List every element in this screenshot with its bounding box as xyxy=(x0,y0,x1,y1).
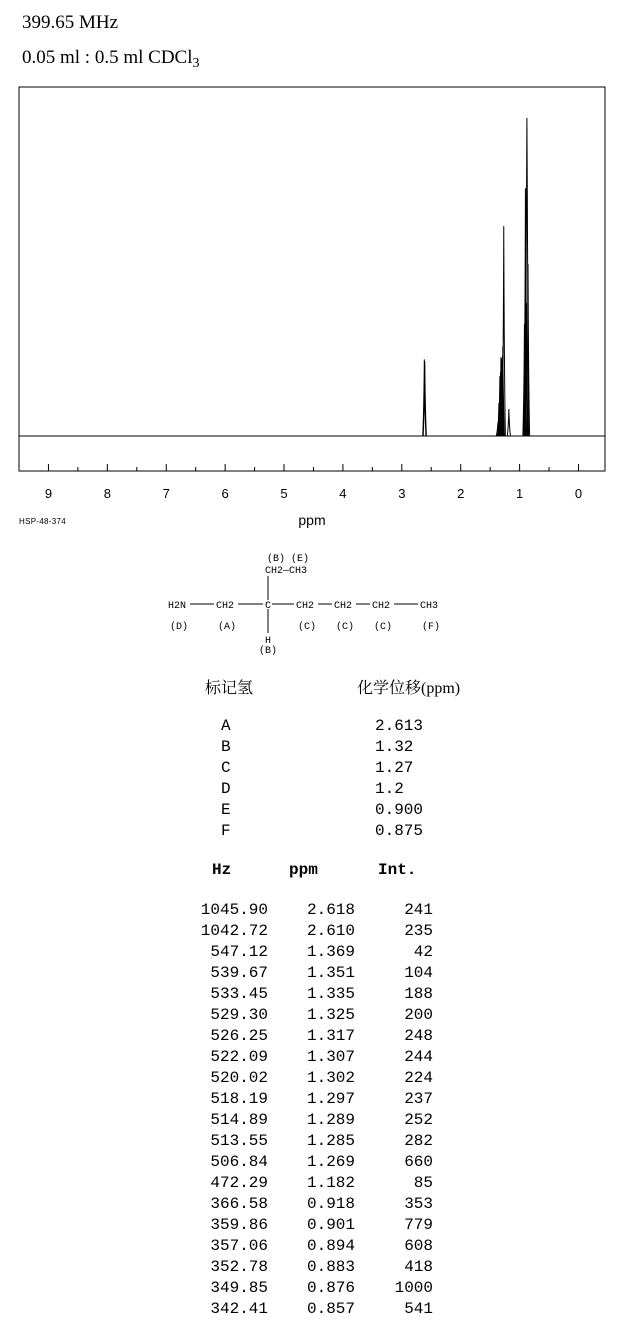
assignment-shift: 1.2 xyxy=(375,780,404,798)
peak-ppm: 1.289 xyxy=(306,1111,355,1129)
peak-ppm: 0.876 xyxy=(306,1279,355,1297)
spectrum-code: HSP-48-374 xyxy=(19,517,67,526)
peak-hz: 357.06 xyxy=(210,1237,268,1255)
nmr-spectrum-chart xyxy=(0,0,626,540)
peak-ppm: 1.335 xyxy=(306,985,355,1003)
peak-hz: 1045.90 xyxy=(200,901,268,919)
peak-int: 104 xyxy=(404,964,433,982)
peak-ppm: 2.618 xyxy=(306,901,355,919)
peak-ppm: 1.317 xyxy=(306,1027,355,1045)
peak-ppm: 0.901 xyxy=(306,1216,355,1234)
peak-hz: 518.19 xyxy=(210,1090,268,1108)
peak-int: 779 xyxy=(404,1216,433,1234)
x-tick-label: 5 xyxy=(280,486,288,501)
assignment-label: F xyxy=(221,822,231,840)
structure-label-d: (D) xyxy=(170,622,189,633)
peak-int: 1000 xyxy=(394,1279,433,1297)
peak-int: 235 xyxy=(404,922,433,940)
peak-hz: 506.84 xyxy=(210,1153,268,1171)
assignment-shift: 0.875 xyxy=(375,822,424,840)
x-tick-label: 3 xyxy=(398,486,406,501)
peak-table-header-ppm: ppm xyxy=(289,861,318,879)
assignment-label: A xyxy=(221,717,231,735)
peak-int: 353 xyxy=(404,1195,433,1213)
x-tick-label: 1 xyxy=(515,486,524,501)
peak-ppm: 1.182 xyxy=(306,1174,355,1192)
peak-int: 252 xyxy=(404,1111,433,1129)
structure-atom-h: H xyxy=(265,636,272,647)
peak-int: 248 xyxy=(404,1027,433,1045)
x-tick-label: 2 xyxy=(457,486,465,501)
peak-ppm: 2.610 xyxy=(306,922,355,940)
peak-hz: 513.55 xyxy=(210,1132,268,1150)
plot-frame xyxy=(19,87,605,471)
x-tick-label: 7 xyxy=(162,486,170,501)
peak-hz: 342.41 xyxy=(210,1300,268,1318)
peak-ppm: 1.325 xyxy=(306,1006,355,1024)
peak-int: 188 xyxy=(404,985,433,1003)
peak-ppm: 1.351 xyxy=(306,964,355,982)
structure-label-c3: (C) xyxy=(374,622,393,633)
spectrometer-frequency: 399.65 MHz xyxy=(22,12,119,33)
peak-ppm: 0.883 xyxy=(306,1258,355,1276)
structure-top-labels: (B) (E) xyxy=(267,554,310,565)
structure-top-chain: CH2—CH3 xyxy=(265,566,308,577)
peak-hz: 514.89 xyxy=(210,1111,268,1129)
peak-ppm: 0.894 xyxy=(306,1237,355,1255)
assignment-label: E xyxy=(221,801,231,819)
peak-hz: 539.67 xyxy=(210,964,268,982)
peak-hz: 533.45 xyxy=(210,985,268,1003)
x-tick-label: 4 xyxy=(339,486,347,501)
structure-atom-ch3-f: CH3 xyxy=(420,601,439,612)
peak-hz: 472.29 xyxy=(210,1174,268,1192)
peak-int: 541 xyxy=(404,1300,433,1318)
solvent-subscript: 3 xyxy=(192,56,200,71)
solvent-text: 0.05 ml : 0.5 ml CDCl xyxy=(22,47,193,68)
x-tick-label: 9 xyxy=(44,486,53,501)
structure-atom-ch2-c3: CH2 xyxy=(372,601,391,612)
structure-atom-nh2: H2N xyxy=(168,601,187,612)
peak-ppm: 1.285 xyxy=(306,1132,355,1150)
peak-hz: 529.30 xyxy=(210,1006,268,1024)
peak-ppm: 1.297 xyxy=(306,1090,355,1108)
peak-int: 608 xyxy=(404,1237,433,1255)
structure-label-c1: (C) xyxy=(298,622,317,633)
assignment-header-label: 标记氢 xyxy=(205,680,254,697)
peak-int: 418 xyxy=(404,1258,433,1276)
peak-hz: 352.78 xyxy=(210,1258,268,1276)
peak-int: 200 xyxy=(404,1006,433,1024)
x-axis-label: ppm xyxy=(298,512,326,528)
assignment-label: C xyxy=(221,759,231,777)
peak-table-header-int: Int. xyxy=(378,861,417,879)
peak-ppm: 1.302 xyxy=(306,1069,355,1087)
assignment-label: B xyxy=(221,738,231,756)
spectrum-peaks xyxy=(423,118,530,436)
peak-int: 244 xyxy=(404,1048,433,1066)
peak-int: 42 xyxy=(413,943,433,961)
assignment-shift: 2.613 xyxy=(375,717,424,735)
peak-ppm: 0.857 xyxy=(306,1300,355,1318)
peak-ppm: 1.369 xyxy=(306,943,355,961)
peak-hz: 359.86 xyxy=(210,1216,268,1234)
peak-int: 241 xyxy=(404,901,433,919)
peak-int: 224 xyxy=(404,1069,433,1087)
x-tick-label: 6 xyxy=(221,486,229,501)
peak-int: 85 xyxy=(413,1174,433,1192)
peak-hz: 1042.72 xyxy=(200,922,268,940)
structure-atom-ch2-a: CH2 xyxy=(216,601,235,612)
peak-ppm: 1.269 xyxy=(306,1153,355,1171)
structure-atom-ch2-c2: CH2 xyxy=(334,601,353,612)
structure-label-f: (F) xyxy=(422,622,441,633)
assignment-label: D xyxy=(221,780,231,798)
peak-hz: 522.09 xyxy=(210,1048,268,1066)
assignment-shift: 1.32 xyxy=(375,738,414,756)
spectrum-peak xyxy=(507,409,510,436)
peak-table-header-hz: Hz xyxy=(212,861,232,879)
structure-diagram xyxy=(150,545,470,660)
structure-label-a: (A) xyxy=(218,622,237,633)
assignment-header-shift: 化学位移(ppm) xyxy=(357,680,461,697)
peak-hz: 366.58 xyxy=(210,1195,268,1213)
x-tick-label: 0 xyxy=(574,486,583,501)
structure-atom-c: C xyxy=(265,601,272,612)
peak-ppm: 0.918 xyxy=(306,1195,355,1213)
assignment-shift: 1.27 xyxy=(375,759,414,777)
x-tick-label: 8 xyxy=(103,486,111,501)
structure-atom-ch2-c1: CH2 xyxy=(296,601,315,612)
peak-int: 237 xyxy=(404,1090,433,1108)
peak-hz: 547.12 xyxy=(210,943,268,961)
structure-label-c2: (C) xyxy=(336,622,355,633)
peak-int: 282 xyxy=(404,1132,433,1150)
assignment-shift: 0.900 xyxy=(375,801,424,819)
peak-int: 660 xyxy=(404,1153,433,1171)
peak-hz: 349.85 xyxy=(210,1279,268,1297)
peak-hz: 520.02 xyxy=(210,1069,268,1087)
structure-label-b-bottom: (B) xyxy=(259,646,278,657)
peak-hz: 526.25 xyxy=(210,1027,268,1045)
x-axis-ticks xyxy=(19,464,582,501)
peak-ppm: 1.307 xyxy=(306,1048,355,1066)
